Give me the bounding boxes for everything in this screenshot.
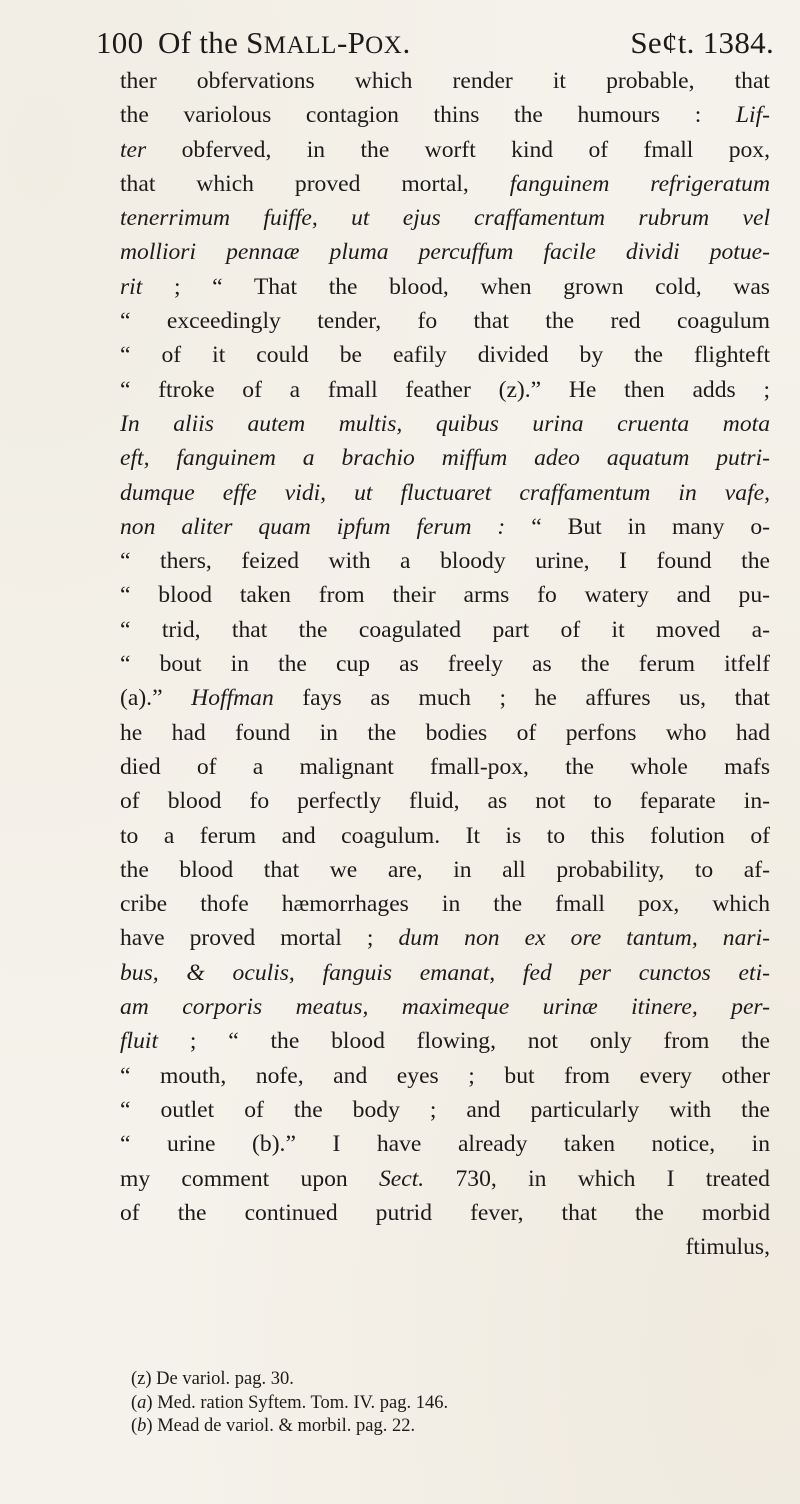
text-line [120, 235, 770, 269]
text-line [120, 1093, 770, 1127]
text-run: “ But in many o- [505, 513, 770, 540]
text-run: 730, in which I treated [424, 1165, 770, 1192]
footnotes [131, 1368, 731, 1439]
text-run: “ trid, that the coagulated part of it moved a- [120, 616, 770, 643]
text-run: ; “ That the blood, when grown cold, was [142, 273, 770, 300]
text-run: ( [131, 1416, 138, 1436]
text-run: ) Med. ration Syftem. Tom. IV. pag. 146. [146, 1392, 449, 1413]
text-line [120, 476, 770, 510]
italic-text: rit [120, 273, 143, 300]
body-text [120, 64, 770, 1264]
text-line [120, 921, 770, 955]
text-line [120, 1127, 770, 1161]
text-run: (z) De variol. pag. 30. [131, 1369, 294, 1389]
text-line [120, 647, 770, 681]
text-run: he had found in the bodies of perfons who had [120, 719, 770, 746]
text-run: of the continued putrid fever, that the morbid [120, 1199, 770, 1226]
text-run: to a ferum and coagulum. It is to this folution of [120, 822, 770, 849]
running-title-part: . [402, 25, 411, 60]
text-line [120, 270, 770, 304]
text-line [120, 1059, 770, 1093]
text-run: “ urine (b).” I have already taken notice, in [120, 1131, 770, 1158]
italic-text: tenerrimum fuiffe, ut ejus craffamentum rubrum vel [120, 205, 770, 232]
text-line [120, 887, 770, 921]
text-line [120, 853, 770, 887]
text-run: ( [131, 1392, 138, 1413]
italic-text: am corporis meatus, maximeque urinæ itinere, per- [120, 994, 770, 1021]
text-line [120, 133, 770, 167]
text-run: cribe thofe hæmorrhages in the fmall pox, which [120, 891, 770, 918]
text-line [120, 681, 770, 715]
text-run: have proved mortal ; [120, 925, 399, 952]
text-run: ftimulus, [685, 1234, 770, 1261]
text-line [120, 990, 770, 1024]
italic-text: non aliter quam ipfum ferum : [120, 513, 506, 540]
text-line [120, 407, 770, 441]
text-line [120, 338, 770, 372]
italic-text: ter [120, 136, 147, 163]
text-run: ther obfervations which render it probable, that [120, 68, 770, 94]
italic-text: fluit [120, 1028, 159, 1055]
footnote [131, 1392, 731, 1416]
text-line [120, 441, 770, 475]
running-head [96, 25, 774, 69]
text-line [120, 1024, 770, 1058]
italic-text: fanguinem refrigeratum [509, 170, 770, 197]
running-title-smallcaps: OX [365, 32, 403, 59]
text-run: that which proved mortal, [120, 170, 510, 197]
running-title [158, 25, 411, 61]
text-line [120, 373, 770, 407]
text-run: “ bout in the cup as freely as the ferum itfelf [120, 651, 770, 678]
text-run: fays as much ; he affures us, that [273, 685, 770, 712]
text-line [120, 167, 770, 201]
text-line [120, 510, 770, 544]
page-number: 100 [96, 25, 144, 60]
text-line [120, 750, 770, 784]
text-line [120, 98, 770, 132]
text-line [120, 784, 770, 818]
italic-text: Hoffman [191, 685, 274, 712]
text-line [120, 956, 770, 990]
text-line [120, 201, 770, 235]
italic-text: a [137, 1392, 147, 1413]
text-run: “ blood taken from their arms fo watery and pu- [120, 582, 770, 609]
section-number: Seȼt. 1384. [630, 25, 774, 60]
italic-text: b [137, 1416, 147, 1436]
italic-text: In aliis autem multis, quibus urina cruenta mota [120, 410, 770, 437]
text-line [120, 613, 770, 647]
italic-text: eft, fanguinem a brachio miffum adeo aquatum putri- [120, 445, 770, 472]
italic-text: molliori pennaæ pluma percuffum facile dividi potue- [120, 239, 770, 266]
text-line [120, 716, 770, 750]
running-title-part: Of the S [158, 25, 264, 60]
text-run: died of a malignant fmall-pox, the whole mafs [120, 753, 770, 780]
text-line [120, 578, 770, 612]
text-run: “ of it could be eafily divided by the flighteft [120, 342, 770, 369]
footnote [131, 1415, 731, 1439]
text-line [120, 1162, 770, 1196]
text-run: “ thers, feized with a bloody urine, I found the [120, 548, 770, 575]
italic-text: dum non ex ore tantum, nari- [398, 925, 770, 952]
running-title-part: -P [336, 25, 366, 60]
italic-text: Lif- [735, 102, 770, 129]
italic-text: Sect. [379, 1165, 425, 1192]
text-run: of blood fo perfectly fluid, as not to feparate in- [120, 788, 770, 815]
text-run: the variolous contagion thins the humours : [120, 102, 736, 129]
italic-text: bus, & oculis, fanguis emanat, fed per cunctos eti- [120, 959, 770, 986]
text-run: the blood that we are, in all probability, to af- [120, 856, 770, 883]
text-line [120, 304, 770, 338]
text-line [120, 819, 770, 853]
text-run: “ mouth, nofe, and eyes ; but from every other [120, 1062, 770, 1089]
text-line [120, 544, 770, 578]
running-title-smallcaps: MALL [263, 32, 337, 59]
text-run: “ exceedingly tender, fo that the red coagulum [120, 308, 770, 335]
text-run: (a).” [120, 685, 192, 712]
text-run: “ outlet of the body ; and particularly with the [120, 1096, 770, 1123]
text-run: obferved, in the worft kind of fmall pox, [146, 136, 770, 163]
text-run: my comment upon [120, 1165, 379, 1192]
text-line [120, 64, 770, 98]
italic-text: dumque effe vidi, ut fluctuaret craffamentum in vafe, [120, 479, 770, 506]
text-run: ; “ the blood flowing, not only from the [158, 1028, 770, 1055]
text-run: “ ftroke of a fmall feather (z).” He then adds ; [120, 376, 770, 403]
text-run: ) Mead de variol. & morbil. pag. 22. [146, 1416, 416, 1436]
text-line [120, 1230, 770, 1264]
footnote [131, 1368, 731, 1392]
text-line [120, 1196, 770, 1230]
